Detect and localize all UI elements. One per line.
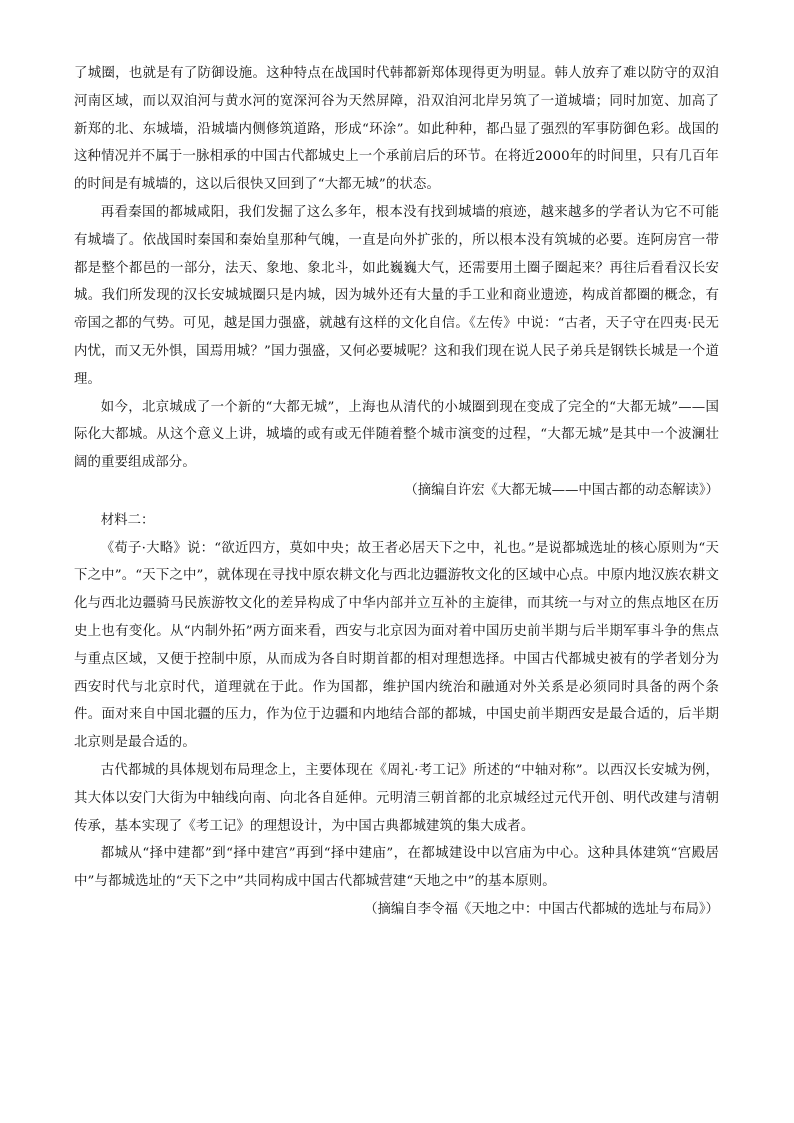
document-page	[74, 60, 719, 924]
material1-source: （摘编自许宏《大都无城——中国古都的动态解读》）	[404, 482, 719, 498]
material2-heading: 材料二：	[100, 512, 155, 528]
material2-paragraph-2: 古代都城的具体规划布局理念上，主要体现在《周礼·考工记》所述的“中轴对称”。以西汉长安城为例，其大体以安门大街为中轴线向南、向北各自延伸。元明清三朝首都的北京城经过元代开创、明代改建与清朝传承，基本实现了《考工记》的理想设计，为中国古典都城建筑的集大成者。	[74, 762, 719, 834]
material2-source: （摘编自李令福《天地之中：中国古代都城的选址与布局》）	[364, 901, 719, 917]
material1-paragraph-3: 如今，北京城成了一个新的“大都无城”，上海也从清代的小城圈到现在变成了完全的“大都无城”——国际化大都城。从这个意义上讲，城墙的或有或无伴随着整个城市演变的过程，“大都无城”是其中一个波澜壮阔的重要组成部分。	[74, 399, 719, 471]
material1-paragraph-2: 再看秦国的都城咸阳，我们发掘了这么多年，根本没有找到城墙的痕迹，越来越多的学者认为它不可能有城墙了。依战国时秦国和秦始皇那种气魄，一直是向外扩张的，所以根本没有筑城的必要。连阿房宫一带都是整个都邑的一部分，法天、象地、象北斗，如此巍巍大气，还需要用土圈子圈起来？再往后看看汉长安城。我们所发现的汉长安城城圈只是内城，因为城外还有大量的手工业和商业遗迹，构成首都圈的概念，有帝国之都的气势。可见，越是国力强盛，就越有这样的文化自信。《左传》中说：“古者，天子守在四夷·民无内忧，而又无外惧，国焉用城？”国力强盛，又何必要城呢？这和我们现在说人民子弟兵是钢铁长城是一个道理。	[74, 204, 719, 387]
material2-paragraph-3: 都城从“择中建都”到“择中建宫”再到“择中建庙”，在都城建设中以宫庙为中心。这种具体建筑“宫殿居中”与都城选址的“天下之中”共同构成中国古代都城营建“天地之中”的基本原则。	[74, 846, 719, 890]
material2-paragraph-1: 《荀子·大略》说：“欲近四方，莫如中央；故王者必居天下之中，礼也。”是说都城选址的核心原则为“天下之中”。“天下之中”，就体现在寻找中原农耕文化与西北边疆游牧文化的区域中心点。中原内地汉族农耕文化与西北边疆骑马民族游牧文化的差异构成了中华内部并立互补的主旋律，而其统一与对立的焦点地区在历史上也有变化。从“内制外拓”两方面来看，西安与北京因为面对着中国历史前半期与后半期军事斗争的焦点与重点区域，又便于控制中原，从而成为各自时期首都的相对理想选择。中国古代都城史被有的学者划分为西安时代与北京时代，道理就在于此。作为国都，维护国内统治和融通对外关系是必须同时具备的两个条件。面对来自中国北疆的压力，作为位于边疆和内地结合部的都城，中国史前半期西安是最合适的，后半期北京则是最合适的。	[74, 540, 719, 751]
material1-paragraph-1: 了城圈，也就是有了防御设施。这种特点在战国时代韩都新郑体现得更为明显。韩人放弃了难以防守的双洎河南区域，而以双洎河与黄水河的宽深河谷为天然屏障，沿双洎河北岸另筑了一道城墙；同时加宽、加高了新郑的北、东城墙，沿城墙内侧修筑道路，形成“环涂”。如此种种，都凸显了强烈的军事防御色彩。战国的这种情况并不属于一脉相承的中国古代都城史上一个承前启后的环节。在将近2000年的时间里，只有几百年的时间是有城墙的，这以后很快又回到了“大都无城”的状态。	[74, 66, 719, 193]
